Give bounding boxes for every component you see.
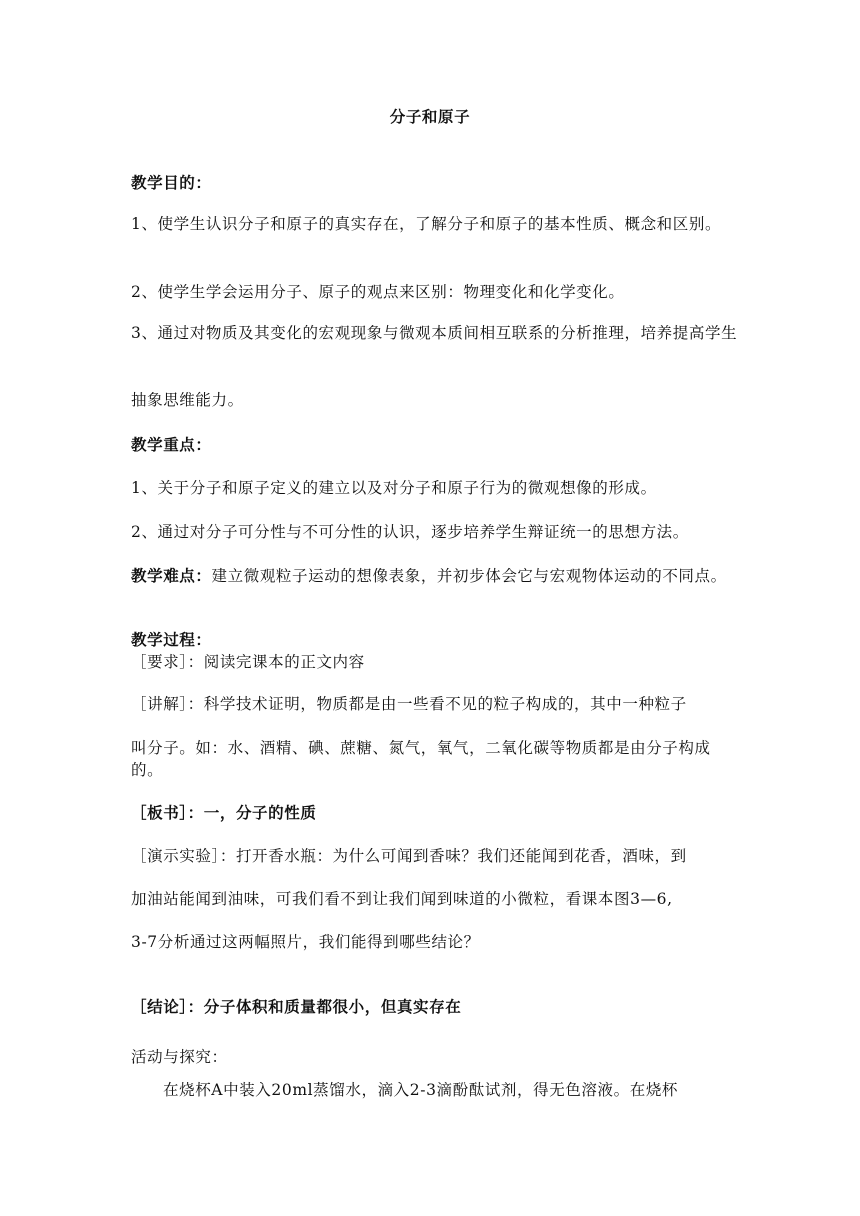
objective-2: 2、使学生学会运用分子、原子的观点来区别：物理变化和化学变化。: [131, 283, 625, 301]
activity-text: 在烧杯A中装入20ml蒸馏水，滴入2-3滴酚酞试剂，得无色溶液。在烧杯: [163, 1081, 679, 1099]
board-writing: ［板书］：一，分子的性质: [131, 803, 317, 822]
key-points-heading: 教学重点：: [131, 435, 212, 454]
requirement: ［要求］：阅读完课本的正文内容: [131, 653, 365, 671]
conclusion: ［结论］：分子体积和质量都很小，但真实存在: [131, 997, 462, 1016]
objective-3-continued: 抽象思维能力。: [131, 391, 244, 409]
objective-1: 1、使学生认识分子和原子的真实存在，了解分子和原子的基本性质、概念和区别。: [131, 215, 722, 233]
objective-3: 3、通过对物质及其变化的宏观现象与微观本质间相互联系的分析推理，培养提高学生: [131, 324, 738, 342]
demo-line-3: 3-7分析通过这两幅照片，我们能得到哪些结论？: [131, 933, 480, 951]
objectives-heading: 教学目的：: [131, 173, 212, 192]
process-heading: 教学过程：: [131, 630, 212, 649]
key-point-2: 2、通过对分子可分性与不可分性的认识，逐步培养学生辩证统一的思想方法。: [131, 523, 689, 541]
demo-line-1: ［演示实验］：打开香水瓶：为什么可闻到香味？我们还能闻到花香，酒味，到: [131, 847, 687, 865]
difficulty-text: 建立微观粒子运动的想像表象，并初步体会它与宏观物体运动的不同点。: [211, 567, 727, 585]
key-point-1: 1、关于分子和原子定义的建立以及对分子和原子行为的微观想像的形成。: [131, 479, 657, 497]
difficulty-paragraph: [131, 565, 731, 587]
activity-heading: 活动与探究：: [131, 1048, 228, 1066]
explanation-line-2: 叫分子。如：水、酒精、碘、蔗糖、氮气，氧气，二氧化碳等物质都是由分子构成的。: [131, 739, 711, 779]
difficulty-label: 教学难点：: [131, 566, 212, 585]
document-title: 分子和原子: [389, 107, 471, 126]
demo-line-2: 加油站能闻到油味，可我们看不到让我们闻到味道的小微粒，看课本图3—6,: [131, 890, 673, 908]
explanation-line-1: ［讲解］：科学技术证明，物质都是由一些看不见的粒子构成的，其中一种粒子: [131, 695, 687, 713]
